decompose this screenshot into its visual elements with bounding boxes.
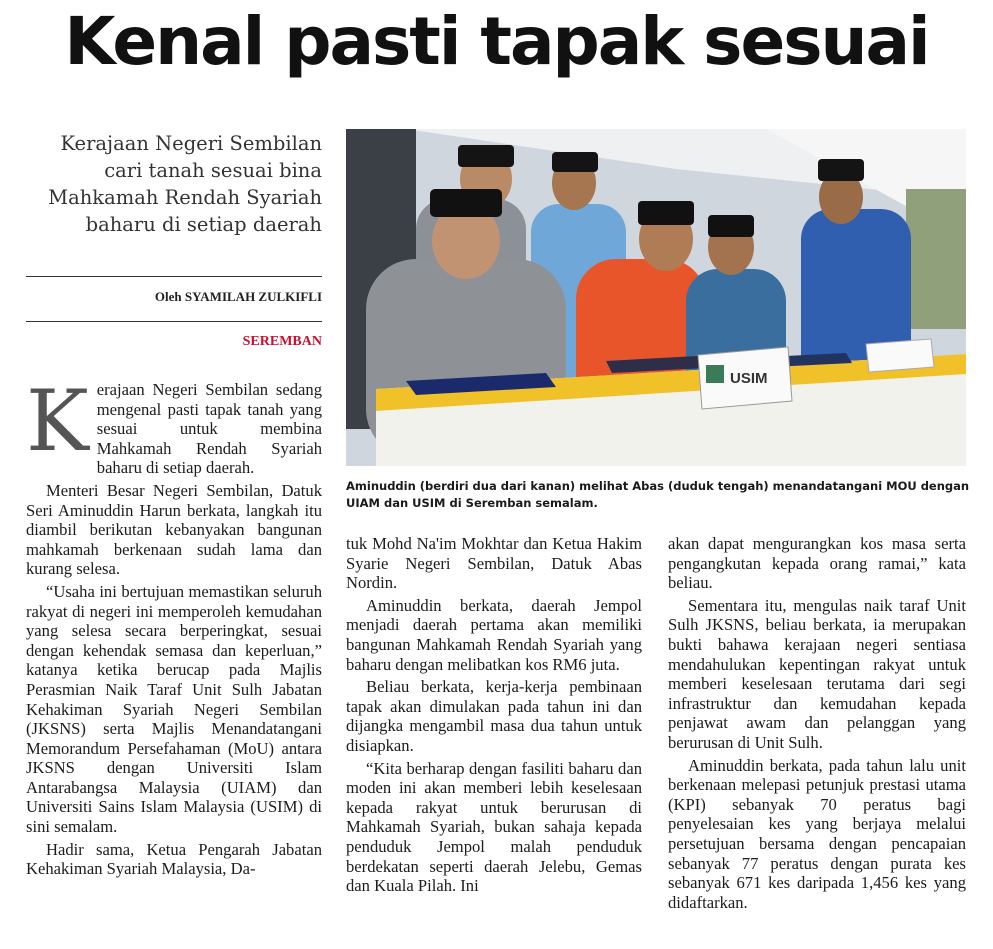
news-photo — [346, 129, 966, 466]
dateline: SEREMBAN — [242, 334, 322, 349]
paragraph: Beliau berkata, kerja-kerja pembinaan tapak akan dimulakan pada tahun ini dan dijangka mengambil masa dua tahun untuk disiapkan. — [346, 677, 642, 755]
paragraph: erajaan Negeri Sembilan sedang mengenal pasti tapak tanah yang sesuai untuk membina Mahkamah Rendah Syariah baharu di setiap daerah. — [96, 380, 322, 478]
article-column-3 — [668, 534, 966, 912]
divider — [26, 321, 322, 322]
dropcap: K — [26, 372, 89, 470]
byline: Oleh SYAMILAH ZULKIFLI — [154, 289, 322, 304]
article-column-1 — [26, 372, 322, 879]
paragraph: “Kita berharap dengan fasiliti baharu dan moden ini akan memberi lebih keselesaan kepada rakyat untuk berurusan di Mahkamah Syariah, bukan sahaja kepada penduduk Jempol malah penduduk berdekatan seperti daerah Jelebu, Gemas dan Kuala Pilah. Ini — [346, 758, 642, 896]
headline: Kenal pasti tapak sesuai — [64, 3, 929, 80]
paragraph: tuk Mohd Na'im Mokhtar dan Ketua Hakim Syarie Negeri Sembilan, Datuk Abas Nordin. — [346, 534, 642, 593]
divider — [26, 276, 322, 277]
paragraph: Aminuddin berkata, daerah Jempol menjadi daerah pertama akan memiliki bangunan Mahkamah Rendah Syariah yang baharu dengan melibatkan kos RM6 juta. — [346, 595, 642, 674]
paragraph: Menteri Besar Negeri Sembilan, Datuk Seri Aminuddin Harun berkata, langkah itu diambil berikutan kebanyakan bangunan mahkamah berkenaan sudah lama dan kurang selesa. — [26, 480, 322, 579]
paragraph: Aminuddin berkata, pada tahun lalu unit berkenaan melepasi petunjuk prestasi utama (KPI) sebanyak 70 peratus bagi penyelesaian kes yang berjaya melalui persetujuan bersama dengan pencapaian sebanyak 77 peratus dengan purata kes sebanyak 671 kes daripada 1,456 kes yang didaftarkan. — [668, 755, 966, 912]
photo-nameplate-text: USIM — [730, 370, 768, 387]
photo-caption: Aminuddin (berdiri dua dari kanan) melihat Abas (duduk tengah) menandatangani MOU dengan UIAM dan USIM di Seremban semalam. — [346, 479, 970, 510]
article-column-2 — [346, 534, 642, 896]
paragraph: Sementara itu, mengulas naik taraf Unit Sulh JKSNS, beliau berkata, ia merupakan bukti bahawa kerajaan negeri sentiasa mendahulukan kepentingan rakyat untuk memberi keselesaan terutama dari segi infrastruktur dan kemudahan kepada penjawat awam dan pelanggan yang berurusan di Unit Sulh. — [668, 595, 966, 752]
standfirst: Kerajaan Negeri Sembilan cari tanah sesuai bina Mahkamah Rendah Syariah baharu di setiap daerah — [48, 132, 322, 236]
paragraph: “Usaha ini bertujuan memastikan seluruh rakyat di negeri ini memperoleh kemudahan yang selesa secara berperingkat, sesuai dengan kehendak semasa dan keperluan,” katanya ketika berucap pada Majlis Perasmian Naik Taraf Unit Sulh Jabatan Kehakiman Syariah Negeri Sembilan (JKSNS) serta Majlis Menandatangani Memorandum Persefahaman (MoU) antara JKSNS dengan Universiti Islam Antarabangsa Malaysia (UIAM) dan Universiti Sains Islam Malaysia (USIM) di sini semalam. — [26, 581, 322, 837]
paragraph: Hadir sama, Ketua Pengarah Jabatan Kehakiman Syariah Malaysia, Da- — [26, 839, 322, 879]
paragraph: akan dapat mengurangkan kos masa serta pengangkutan kepada orang ramai,” kata beliau. — [668, 534, 966, 593]
